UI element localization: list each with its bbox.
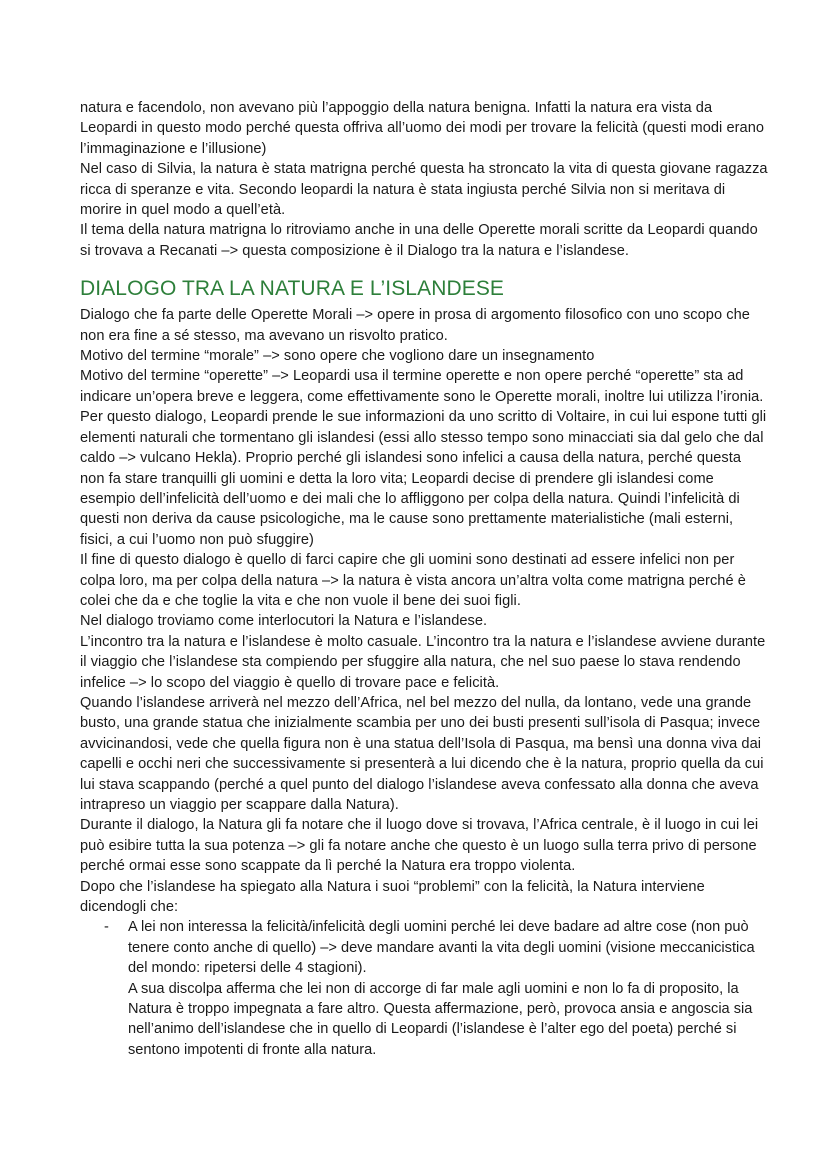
section-paragraph-7: L’incontro tra la natura e l’islandese è molto casuale. L’incontro tra la natura e l’islandese avviene durante il viaggio che l’islandese sta compiendo per sfuggire alla natura, che nel suo paese lo stava rendendo infelice –> lo scopo del viaggio è quello di trovare pace e felicità. <box>80 633 766 691</box>
bullet-dash: - <box>104 919 109 936</box>
section-paragraph-1: Dialogo che fa parte delle Operette Morali –> opere in prosa di argomento filosofico con uno scopo che non era fine a sé stesso, ma avevano un risvolto pratico. <box>80 307 750 344</box>
intro-paragraph-2: Nel caso di Silvia, la natura è stata matrigna perché questa ha stroncato la vita di questa giovane ragazza ricca di speranze e vita. Secondo leopardi la natura è stata ingiusta perché Silvia non si meritava di morire in quel modo a quell’età. <box>80 161 768 219</box>
section-paragraph-2: Motivo del termine “morale” –> sono opere che vogliono dare un insegnamento <box>80 348 595 365</box>
bullet-continuation: A sua discolpa afferma che lei non di accorge di far male agli uomini e non lo fa di proposito, la Natura è troppo impegnata a fare altro. Questa affermazione, però, provoca ansia e angoscia sia nell’animo dell’islandese che in quello di Leopardi (l’islandese è l’alter ego del poeta) perché si sentono impotenti di fronte alla natura. <box>128 980 753 1058</box>
intro-paragraph-3: Il tema della natura matrigna lo ritroviamo anche in una delle Operette morali scritte da Leopardi quando si trovava a Recanati –> questa composizione è il Dialogo tra la natura e l’islandese. <box>80 222 758 259</box>
list-item <box>80 917 768 1060</box>
section-paragraph-5: Il fine di questo dialogo è quello di farci capire che gli uomini sono destinati ad essere infelici non per colpa loro, ma per colpa della natura –> la natura è vista ancora un’altra volta come matrigna perché è colei che da e che toglie la vita e che non vuole il bene dei suoi figli. <box>80 552 746 609</box>
section-paragraph-3: Motivo del termine “operette” –> Leopardi usa il termine operette e non opere perché “operette” sta ad indicare un’opera breve e leggera, come effettivamente sono le Operette morali, inoltre lui utilizza l’ironia. <box>80 368 764 405</box>
bullet-list <box>80 917 768 1060</box>
section-paragraph-6: Nel dialogo troviamo come interlocutori la Natura e l’islandese. <box>80 613 488 630</box>
section-heading: DIALOGO TRA LA NATURA E L’ISLANDESE <box>80 277 505 301</box>
intro-paragraph-1: natura e facendolo, non avevano più l’appoggio della natura benigna. Infatti la natura era vista da Leopardi in questo modo perché questa offriva all’uomo dei modi per trovare la felicità (questi modi erano l’immaginazione e l’illusione) <box>80 100 765 157</box>
section-paragraph-8: Quando l’islandese arriverà nel mezzo dell’Africa, nel bel mezzo del nulla, da lontano, vede una grande busto, una grande statua che inizialmente scambia per uno dei busti presenti sull’isola di Pasqua; invece avvicinandosi, vede che quella figura non è una statua dell’Isola di Pasqua, ma bensì una donna viva dai capelli e occhi neri che successivamente si presenterà a lui dicendo che è la natura, proprio quella da cui lui stava scappando (perché a quel punto del dialogo l’islandese aveva confessato alla donna che aveva intrapreso un viaggio per scappare dalla Natura). <box>80 694 764 813</box>
section-paragraph-10: Dopo che l’islandese ha spiegato alla Natura i suoi “problemi” con la felicità, la Natura interviene dicendogli che: <box>80 878 705 916</box>
section-paragraph-9: Durante il dialogo, la Natura gli fa notare che il luogo dove si trovava, l’Africa centrale, è il luogo in cui lei può esibire tutta la sua potenza –> gli fa notare anche che questo è un luogo sulla terra privo di persone perché ormai esse sono scappate da lì perché la Natura era troppo violenta. <box>80 817 759 875</box>
section-paragraph-4: Per questo dialogo, Leopardi prende le sue informazioni da uno scritto di Voltaire, in cui lui espone tutti gli elementi naturali che tormentano gli islandesi (essi allo stesso tempo sono minacciati sia dal gelo che dal caldo –> vulcano Hekla). Proprio perché gli islandesi sono infelici a causa della natura, perché questa non fa stare tranquilli gli uomini e detta la loro vita; Leopardi decise di prendere gli islandesi come esempio dell’infelicità dell’uomo e dei mali che lo affliggono per colpa della natura. Quindi l’infelicità di questi non deriva da cause psicologiche, ma le cause sono prettamente materialistiche (mali esterni, fisici, a cui l’uomo non può sfuggire) <box>80 409 767 548</box>
bullet-text: A lei non interessa la felicità/infelicità degli uomini perché lei deve badare ad altre cose (non può tenere conto anche di quello) –> deve mandare avanti la vita degli uomini (visione meccanicistica del mondo: ripetersi delle 4 stagioni). <box>128 919 755 977</box>
